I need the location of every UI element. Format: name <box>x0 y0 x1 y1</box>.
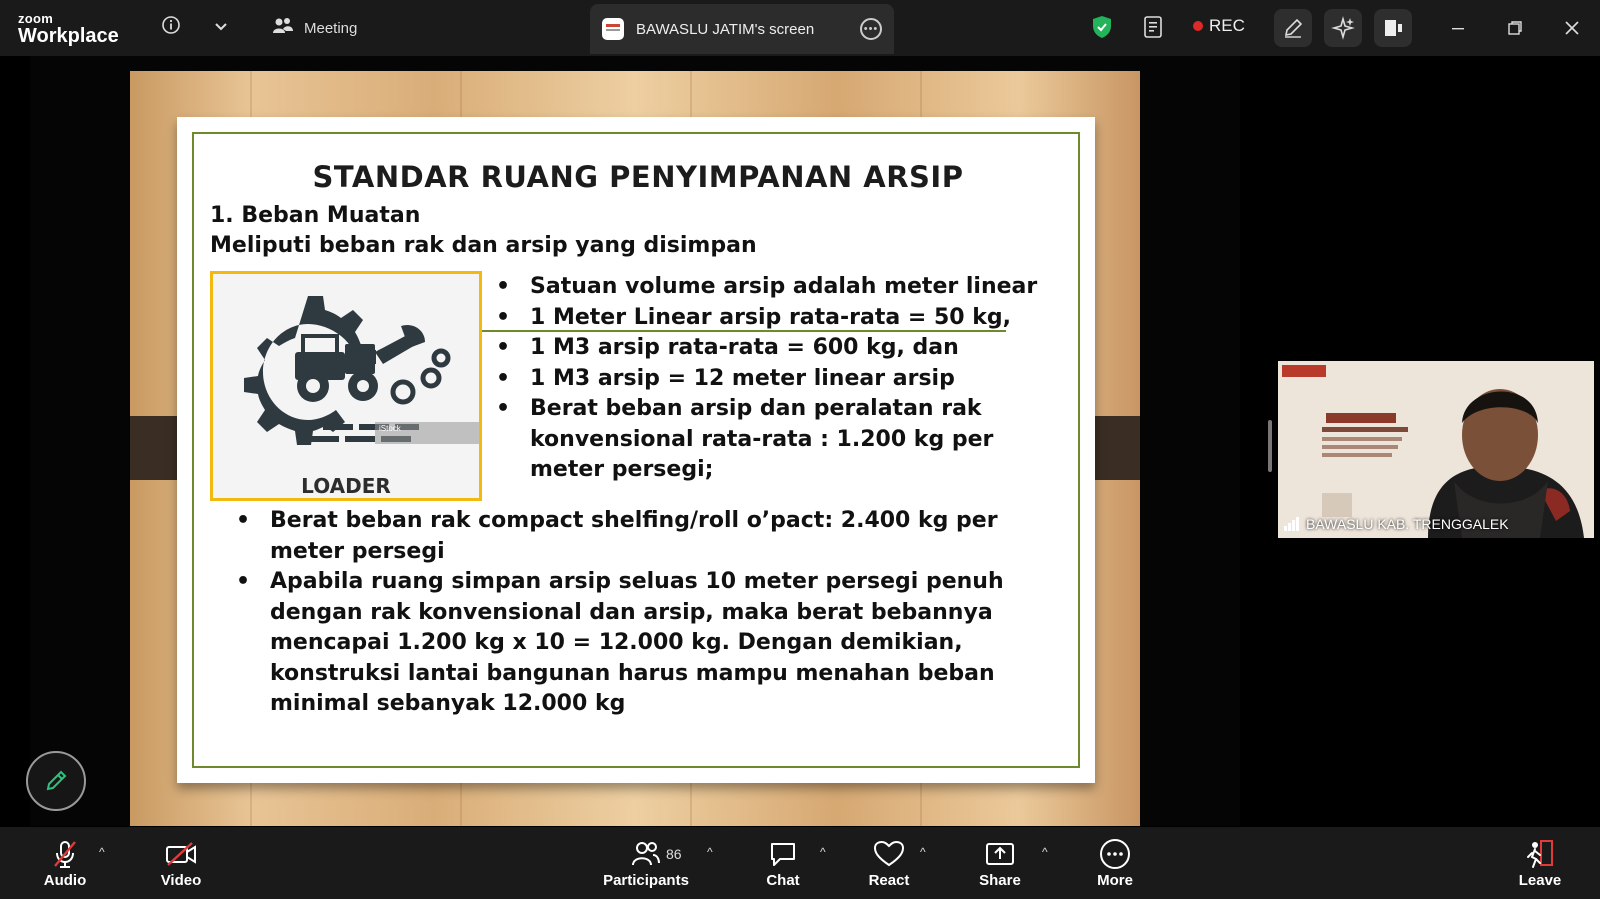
recording-indicator[interactable] <box>1193 16 1245 36</box>
leave-label: Leave <box>1518 872 1562 889</box>
screen-more-icon[interactable]: ••• <box>860 18 882 40</box>
list-item: • 1 Meter Linear arsip rata-rata = 50 kg, <box>494 303 1074 334</box>
panel-resize-handle[interactable] <box>1268 420 1272 472</box>
chat-icon <box>768 838 798 870</box>
chat-label: Chat <box>766 872 800 889</box>
list-item: • 1 M3 arsip rata-rata = 600 kg, dan <box>494 333 1074 364</box>
audio-button[interactable] <box>40 827 90 899</box>
share-button[interactable] <box>975 827 1025 899</box>
screen-share-tab[interactable] <box>590 4 894 54</box>
meeting-people-icon <box>272 16 294 40</box>
record-dot-icon <box>1193 21 1203 31</box>
mic-muted-icon <box>51 838 79 870</box>
list-item: • Satuan volume arsip adalah meter linear <box>494 272 1074 303</box>
info-icon[interactable] <box>160 14 182 36</box>
meeting-tab[interactable] <box>272 16 357 40</box>
side-panel-icon[interactable] <box>1374 9 1412 47</box>
slide-title: STANDAR RUANG PENYIMPANAN ARSIP <box>312 160 964 194</box>
ai-companion-icon[interactable] <box>1324 9 1362 47</box>
participant-name: BAWASLU KAB. TRENGGALEK <box>1306 516 1509 532</box>
chat-button[interactable] <box>758 827 808 899</box>
slide-subheading: Meliputi beban rak dan arsip yang disimpan <box>210 233 757 258</box>
signal-strength-icon <box>1284 517 1300 531</box>
meeting-label: Meeting <box>304 19 358 37</box>
slide-bullets-right <box>494 272 1074 486</box>
logo-top-text: zoom <box>18 11 54 26</box>
title-bar <box>0 0 1600 56</box>
annotate-floating-button[interactable] <box>26 751 86 811</box>
rec-label: REC <box>1209 16 1245 35</box>
loader-illustration <box>210 271 482 501</box>
more-button[interactable] <box>1090 827 1140 899</box>
list-item: • Apabila ruang simpan arsip seluas 10 meter persegi penuh dengan rak konvensional dan arsip, maka berat bebannya mencapai 1.200 kg x 10 = 12.000 kg. Dengan demikian, konstruksi lantai bangunan harus mampu menahan beban minimal sebanyak 12.000 kg <box>234 567 1054 720</box>
notes-icon[interactable] <box>1142 14 1166 40</box>
pencil-icon <box>43 768 69 794</box>
slide-bullets-bottom <box>234 506 1054 720</box>
loader-label: LOADER <box>301 474 391 498</box>
react-label: React <box>868 872 910 889</box>
list-item: • Berat beban rak compact shelfing/roll o’pact: 2.400 kg per meter persegi <box>234 506 1054 567</box>
share-icon <box>984 838 1016 870</box>
shared-app-icon <box>602 18 624 40</box>
slide-paper <box>177 117 1095 783</box>
loader-gear-icon <box>213 274 479 474</box>
participants-count: 86 <box>666 846 682 862</box>
list-item: • 1 M3 arsip = 12 meter linear arsip <box>494 364 1074 395</box>
minimize-icon[interactable] <box>1446 16 1470 40</box>
restore-icon[interactable] <box>1503 16 1527 40</box>
participants-button[interactable] <box>598 827 694 899</box>
chat-options-caret-icon[interactable]: ^ <box>820 845 826 859</box>
react-button[interactable] <box>864 827 914 899</box>
share-options-caret-icon[interactable]: ^ <box>1042 845 1048 859</box>
participants-options-caret-icon[interactable]: ^ <box>707 845 713 859</box>
video-label: Video <box>160 872 202 889</box>
slide-heading: 1. Beban Muatan <box>210 203 421 228</box>
slide-content-frame <box>192 132 1080 768</box>
leave-icon <box>1524 838 1556 870</box>
list-item: • Berat beban arsip dan peralatan rak konvensional rata-rata : 1.200 kg per meter persegi; <box>494 394 1074 486</box>
close-icon[interactable] <box>1560 16 1584 40</box>
participant-video-frame <box>1278 361 1594 538</box>
shield-icon[interactable] <box>1090 14 1114 40</box>
screen-tab-label: BAWASLU JATIM's screen <box>636 20 815 38</box>
logo-bottom-text: Workplace <box>18 25 119 47</box>
more-label: More <box>1097 872 1133 889</box>
share-label: Share <box>979 872 1021 889</box>
zoom-logo <box>18 12 119 46</box>
video-button[interactable] <box>156 827 206 899</box>
participants-label: Participants <box>603 872 689 889</box>
participants-icon <box>631 838 661 870</box>
video-off-icon <box>164 838 198 870</box>
leave-button[interactable] <box>1515 827 1565 899</box>
annotate-pen-icon[interactable] <box>1274 9 1312 47</box>
more-icon <box>1099 838 1131 870</box>
participant-name-tag <box>1284 516 1509 532</box>
image-watermark: iStock <box>375 422 479 444</box>
chevron-down-icon[interactable] <box>210 16 232 38</box>
meeting-toolbar <box>0 827 1600 899</box>
heart-icon <box>873 838 905 870</box>
presentation-slide <box>130 71 1140 826</box>
audio-options-caret-icon[interactable]: ^ <box>99 845 105 859</box>
audio-label: Audio <box>43 872 87 889</box>
participant-video-thumbnail[interactable] <box>1278 361 1594 538</box>
react-options-caret-icon[interactable]: ^ <box>920 845 926 859</box>
